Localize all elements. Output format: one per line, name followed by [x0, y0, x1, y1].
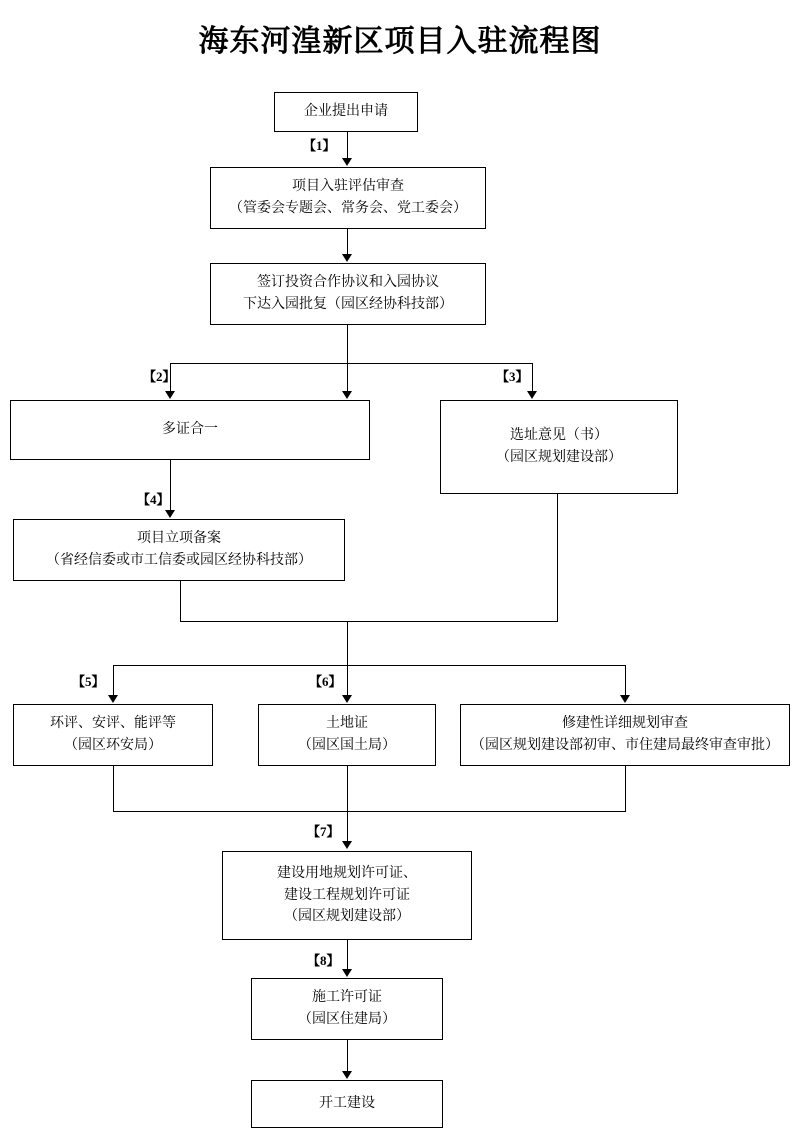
node-multi-cert-line-1: 多证合一 [162, 422, 218, 438]
bus-branch-2-3 [170, 363, 532, 364]
connector-merge-permit [347, 811, 348, 842]
node-land-certificate-line-1: 土地证 [326, 716, 368, 732]
node-construction-permit-line-2: （园区住建局） [298, 1012, 396, 1027]
bus-merge-row5 [113, 811, 626, 812]
arrow-bus-multi-center [342, 391, 352, 399]
step-tag-5: 【5】 [72, 674, 105, 689]
node-planning-permits-line-1: 建设用地规划许可证、 [277, 865, 417, 881]
arrow-multi-record [165, 510, 175, 518]
connector-bus-land [347, 665, 348, 696]
page-title: 海东河湟新区项目入驻流程图 [198, 25, 602, 58]
node-planning-permits [222, 851, 472, 940]
node-planning-permits-line-2: 建设工程规划许可证 [284, 887, 410, 903]
connector-detail-down [625, 766, 626, 811]
node-apply-line-1: 企业提出申请 [304, 104, 388, 120]
node-assessments [13, 704, 213, 766]
arrow-bus-detail [620, 695, 630, 703]
node-sign-line-1: 签订投资合作协议和入园协议 [257, 275, 439, 291]
node-site-opinion-line-2: （园区规划建设部） [496, 450, 622, 465]
node-review [210, 167, 486, 229]
node-start-construction-line-1: 开工建设 [319, 1096, 375, 1112]
bus-branch-5-6 [113, 665, 625, 666]
node-detailed-plan-review-line-2: （园区规划建设部初审、市住建局最终审查审批） [471, 738, 779, 753]
connector-assessments-down [113, 766, 114, 811]
node-construction-permit [251, 978, 443, 1040]
step-tag-7: 【7】 [307, 824, 340, 839]
node-assessments-line-2: （园区环安局） [64, 738, 162, 753]
arrow-construction-start [342, 1071, 352, 1079]
connector-bus-site [532, 363, 533, 392]
connector-review-sign [347, 229, 348, 255]
node-planning-permits-line-3: （园区规划建设部） [284, 909, 410, 925]
connector-bus-detail [625, 665, 626, 696]
node-apply [274, 92, 418, 132]
step-tag-1: 【1】 [303, 138, 336, 153]
step-tag-4: 【4】 [137, 492, 170, 507]
bus-site-to-lower [180, 621, 558, 622]
node-land-certificate [258, 704, 436, 766]
node-project-record-line-2: （省经信委或市工信委或园区经协科技部） [46, 553, 312, 568]
connector-sign-down [347, 325, 348, 363]
arrow-apply-review [342, 158, 352, 166]
node-construction-permit-line-1: 施工许可证 [312, 990, 382, 1006]
connector-bus-multi-center [347, 363, 348, 392]
node-land-certificate-line-2: （园区国土局） [298, 738, 396, 753]
arrow-bus-assessments [108, 695, 118, 703]
node-review-line-2: （管委会专题会、常务会、党工委会） [229, 201, 467, 216]
node-project-record-line-1: 项目立项备案 [137, 531, 221, 547]
node-review-line-1: 项目入驻评估审查 [292, 179, 404, 195]
connector-apply-review [347, 132, 348, 159]
step-tag-6: 【6】 [309, 674, 342, 689]
step-tag-3: 【3】 [496, 369, 529, 384]
connector-construction-start [347, 1040, 348, 1072]
node-start-construction [251, 1080, 443, 1128]
connector-permit-construction [347, 940, 348, 970]
node-detailed-plan-review-line-1: 修建性详细规划审查 [562, 716, 688, 732]
arrow-merge-permit [342, 841, 352, 849]
node-project-record [13, 519, 345, 581]
arrow-bus-site [527, 391, 537, 399]
node-site-opinion-line-1: 选址意见（书） [510, 428, 608, 444]
node-detailed-plan-review [460, 704, 790, 766]
node-assessments-line-1: 环评、安评、能评等 [50, 716, 176, 732]
step-tag-8: 【8】 [307, 953, 340, 968]
node-site-opinion [440, 400, 678, 494]
arrow-permit-construction [342, 969, 352, 977]
connector-bus-assessments [113, 665, 114, 696]
node-multi-cert [10, 400, 370, 460]
connector-record-down [180, 581, 181, 622]
arrow-bus-multi [165, 391, 175, 399]
connector-multi-record [170, 460, 171, 511]
node-sign-line-2: 下达入园批复（园区经协科技部） [243, 297, 453, 312]
node-sign [210, 263, 486, 325]
connector-lower-bus-down [347, 621, 348, 665]
connector-site-down [557, 494, 558, 621]
arrow-bus-land [342, 695, 352, 703]
connector-land-down [347, 766, 348, 811]
arrow-review-sign [342, 254, 352, 262]
step-tag-2: 【2】 [143, 369, 176, 384]
